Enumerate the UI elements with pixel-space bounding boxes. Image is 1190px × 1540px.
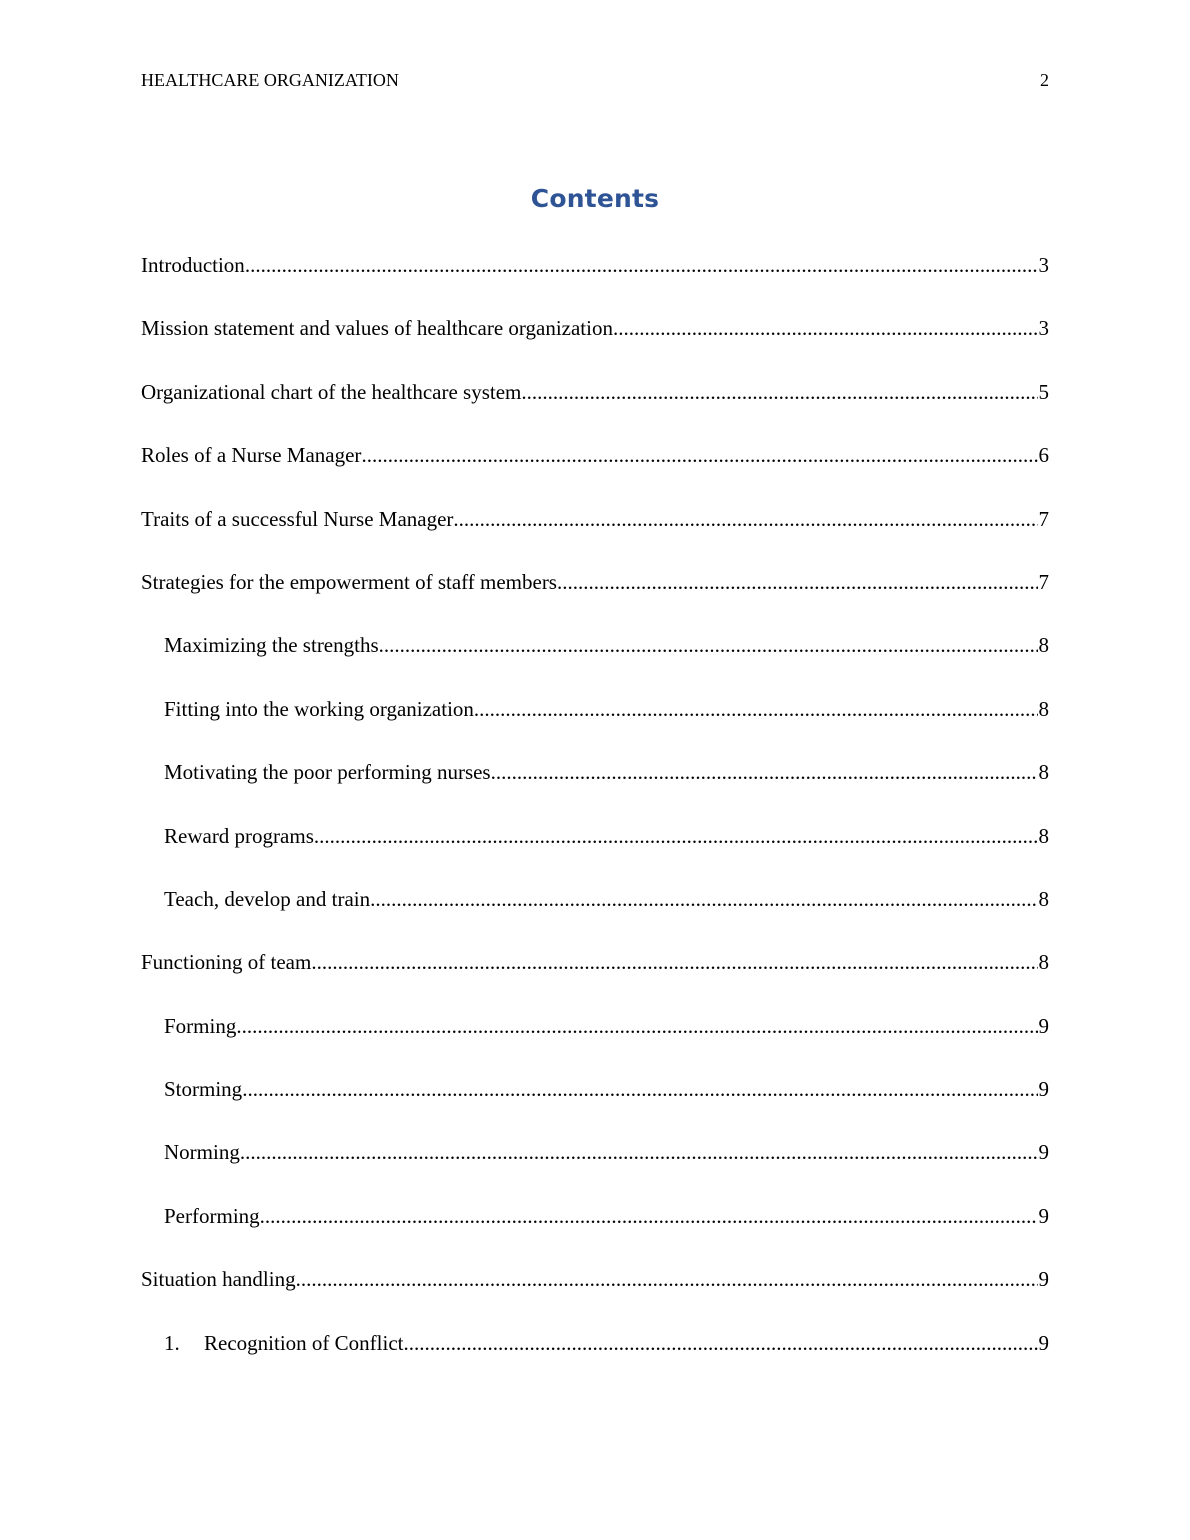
toc-entry-page: 3 [1038, 253, 1049, 277]
toc-entry-number: 1. [164, 1330, 180, 1355]
toc-dot-leader [474, 694, 1038, 724]
toc-entry-page: 8 [1038, 696, 1049, 721]
toc-dot-leader [296, 1264, 1038, 1294]
toc-entry-traits-nurse-manager[interactable] [141, 504, 1049, 567]
toc-entry-page: 5 [1038, 379, 1049, 404]
toc-dot-leader [242, 1074, 1037, 1104]
toc-entry-label: Roles of a Nurse Manager [141, 443, 362, 468]
toc-dot-leader [379, 630, 1038, 660]
toc-dot-leader [311, 947, 1037, 977]
toc-entry-performing[interactable] [141, 1201, 1049, 1264]
toc-entry-teach-develop-train[interactable] [141, 884, 1049, 947]
toc-entry-label: Norming [164, 1140, 240, 1165]
toc-entry-page: 7 [1038, 569, 1049, 594]
toc-entry-page: 9 [1038, 1140, 1049, 1165]
toc-entry-page: 8 [1038, 886, 1049, 911]
page-header [141, 70, 1049, 94]
toc-entry-label: Organizational chart of the healthcare system [141, 379, 522, 404]
toc-entry-situation-handling[interactable] [141, 1264, 1049, 1327]
toc-dot-leader [491, 757, 1038, 787]
toc-dot-leader [236, 1011, 1037, 1041]
toc-dot-leader [314, 821, 1038, 851]
toc-entry-label: Forming [164, 1013, 237, 1038]
toc-dot-leader [557, 567, 1038, 597]
toc-entry-page: 9 [1038, 1203, 1049, 1228]
toc-entry-motivating-nurses[interactable] [141, 757, 1049, 820]
toc-dot-leader [245, 250, 1038, 280]
toc-entry-roles-nurse-manager[interactable] [141, 440, 1049, 503]
toc-title: Contents [530, 184, 660, 213]
table-of-contents [141, 250, 1049, 1391]
toc-entry-label: Mission statement and values of healthcare organization [141, 316, 613, 341]
toc-entry-label: Strategies for the empowerment of staff members [141, 569, 557, 594]
toc-entry-functioning-of-team[interactable] [141, 947, 1049, 1010]
toc-entry-page: 8 [1038, 633, 1049, 658]
toc-entry-page: 6 [1038, 443, 1049, 468]
toc-entry-maximizing-strengths[interactable] [141, 630, 1049, 693]
toc-entry-label: Introduction [141, 253, 245, 277]
toc-entry-label: Motivating the poor performing nurses [164, 760, 491, 785]
toc-entry-label: Traits of a successful Nurse Manager [141, 506, 454, 531]
toc-entry-fitting-organization[interactable] [141, 694, 1049, 757]
toc-entry-mission-statement[interactable] [141, 313, 1049, 376]
toc-entry-page: 8 [1038, 823, 1049, 848]
toc-entry-label: Maximizing the strengths [164, 633, 379, 658]
toc-entry-page: 9 [1038, 1013, 1049, 1038]
toc-entry-page: 8 [1038, 950, 1049, 975]
toc-entry-strategies-empowerment[interactable] [141, 567, 1049, 630]
toc-dot-leader [260, 1201, 1038, 1231]
toc-entry-page: 9 [1038, 1077, 1049, 1102]
toc-dot-leader [403, 1328, 1037, 1358]
toc-entry-storming[interactable] [141, 1074, 1049, 1137]
toc-entry-reward-programs[interactable] [141, 821, 1049, 884]
toc-entry-page: 8 [1038, 760, 1049, 785]
toc-entry-label: Recognition of Conflict [204, 1330, 404, 1355]
toc-entry-label: Storming [164, 1077, 243, 1102]
toc-entry-organizational-chart[interactable] [141, 377, 1049, 440]
toc-entry-page: 7 [1038, 506, 1049, 531]
toc-entry-label: Teach, develop and train [164, 886, 371, 911]
toc-entry-label: Functioning of team [141, 950, 312, 975]
toc-dot-leader [240, 1137, 1038, 1167]
toc-entry-label: Reward programs [164, 823, 314, 848]
toc-dot-leader [361, 440, 1037, 470]
toc-entry-introduction[interactable] [141, 250, 1049, 313]
toc-entry-label: Situation handling [141, 1267, 296, 1292]
toc-dot-leader [613, 313, 1038, 343]
toc-entry-page: 9 [1038, 1267, 1049, 1292]
toc-entry-forming[interactable] [141, 1011, 1049, 1074]
running-head: HEALTHCARE ORGANIZATION [141, 70, 399, 90]
toc-entry-norming[interactable] [141, 1137, 1049, 1200]
toc-entry-page: 3 [1038, 316, 1049, 341]
toc-entry-page: 9 [1038, 1330, 1049, 1355]
toc-dot-leader [521, 377, 1037, 407]
toc-entry-label: Fitting into the working organization [164, 696, 474, 721]
toc-dot-leader [453, 504, 1037, 534]
page-number: 2 [1040, 70, 1049, 90]
toc-entry-recognition-of-conflict[interactable] [141, 1328, 1049, 1391]
toc-entry-label: Performing [164, 1203, 260, 1228]
toc-dot-leader [370, 884, 1037, 914]
